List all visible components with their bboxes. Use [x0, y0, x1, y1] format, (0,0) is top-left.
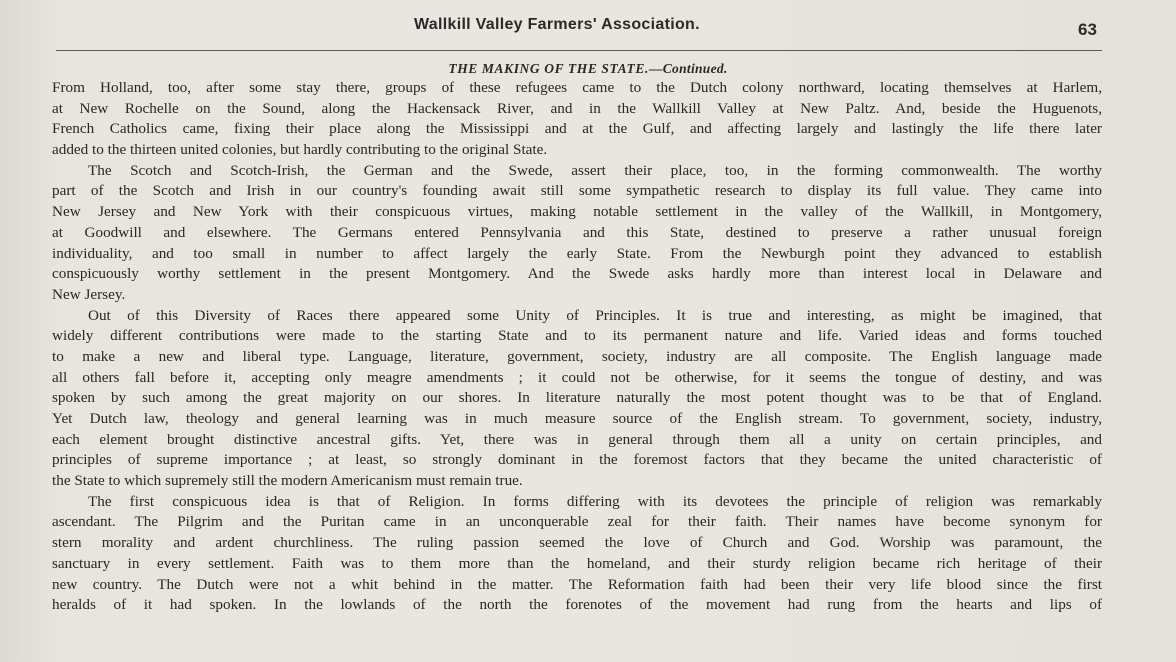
- running-title: Wallkill Valley Farmers' Association.: [414, 16, 700, 33]
- paragraph: [52, 161, 1102, 306]
- text-line: part of the Scotch and Irish in our country's founding await still some sympathetic research to display its full value. They came into: [52, 182, 1102, 200]
- body-text: [52, 78, 1102, 616]
- text-line: French Catholics came, fixing their place along the Mississippi and at the Gulf, and affecting largely and lastingly the life there later: [52, 120, 1102, 138]
- text-line: at Goodwill and elsewhere. The Germans entered Pennsylvania and this State, destined to preserve a rather unusual foreign: [52, 223, 1102, 241]
- text-line: ascendant. The Pilgrim and the Puritan came in an unconquerable zeal for their faith. Their names have become synonym for: [52, 513, 1102, 531]
- text-line: added to the thirteen united colonies, but hardly contributing to the original State.: [52, 141, 548, 159]
- text-line: all others fall before it, accepting only meagre amendments ; it could not be otherwise, for it seems the tongue of destiny, and was: [52, 368, 1102, 386]
- text-line: sanctuary in every settlement. Faith was to them more than the homeland, and their sturdy religion became rich heritage of their: [52, 554, 1102, 572]
- running-header: [0, 14, 1176, 40]
- text-line: The Scotch and Scotch-Irish, the German and the Swede, assert their place, too, in the forming commonwealth. The worthy: [88, 161, 1102, 179]
- text-line: The first conspicuous idea is that of Religion. In forms differing with its devotees the principle of religion was remarkably: [88, 492, 1102, 510]
- section-continued: —Continued.: [648, 61, 728, 76]
- text-line: each element brought distinctive ancestral gifts. Yet, there was in general through them all a unity on certain principles, and: [52, 430, 1102, 448]
- text-line: stern morality and ardent churchliness. The ruling passion seemed the love of Church and God. Worship was paramount, the: [52, 534, 1102, 552]
- text-line: Out of this Diversity of Races there appeared some Unity of Principles. It is true and interesting, as might be imagined, that: [88, 306, 1102, 324]
- text-line: New Jersey.: [52, 285, 126, 303]
- text-line: heralds of it had spoken. In the lowlands of the north the forenotes of the movement had rung from the hearts and lips of: [52, 596, 1102, 614]
- text-line: principles of supreme importance ; at least, so strongly dominant in the foremost factors that they became the united characteristic of: [52, 451, 1102, 469]
- text-line: From Holland, too, after some stay there, groups of these refugees came to the Dutch colony northward, locating themselves at Harlem,: [52, 79, 1102, 96]
- text-line: to make a new and liberal type. Language, literature, government, society, industry are all composite. The English language made: [52, 347, 1102, 365]
- text-line: conspicuously worthy settlement in the present Montgomery. And the Swede asks hardly more than interest local in Delaware and: [52, 265, 1102, 283]
- text-line: the State to which supremely still the modern Americanism must remain true.: [52, 472, 523, 490]
- text-line: widely different contributions were made to the starting State and to its permanent nature and life. Varied ideas and forms touched: [52, 327, 1102, 345]
- section-title: THE MAKING OF THE STATE.: [448, 61, 649, 76]
- text-line: spoken by such among the great majority on our shores. In literature naturally the most potent thought was to be that of England.: [52, 389, 1102, 407]
- page-number: 63: [1078, 20, 1097, 39]
- paragraph: [52, 78, 1102, 161]
- text-line: New Jersey and New York with their conspicuous virtues, making notable settlement in the valley of the Wallkill, in Montgomery,: [52, 203, 1102, 221]
- paragraph: [52, 306, 1102, 492]
- section-heading: [0, 61, 1176, 77]
- text-line: at New Rochelle on the Sound, along the Hackensack River, and in the Wallkill Valley at New Paltz. And, beside the Huguenots,: [52, 99, 1102, 117]
- text-line: Yet Dutch law, theology and general learning was in much measure source of the English stream. To government, society, industry,: [52, 410, 1102, 427]
- paragraph: [52, 492, 1102, 616]
- header-rule: [56, 50, 1102, 51]
- text-line: individuality, and too small in number to affect largely the early State. From the Newburgh point they advanced to establish: [52, 244, 1102, 262]
- text-line: new country. The Dutch were not a whit behind in the matter. The Reformation faith had been their very life blood since the first: [52, 575, 1102, 593]
